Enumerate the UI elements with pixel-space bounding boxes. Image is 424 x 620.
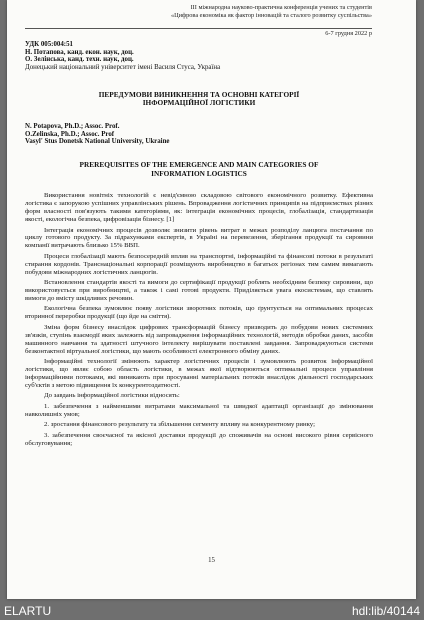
paragraph: До завдань інформаційної логістики відносять: xyxy=(44,392,180,400)
article-body xyxy=(25,192,373,447)
affiliation: Донецький національний університет імені Василя Стуса, Україна xyxy=(25,64,221,72)
paragraph: Процеси глобалізації мають безпосередній вплив на транспортні, інформаційні та фінансові потоки в результаті стирання кордонів. Транснаціональні корпорації розміщують виробництво в багатьох регіонах тим самим вимагають побудови міжнародних логістичних ланцюгів. xyxy=(25,252,373,276)
conference-date: 6-7 грудня 2022 р xyxy=(325,30,372,37)
author-name: N. Potapova, Ph.D.; Assoc. Prof. xyxy=(25,123,120,130)
header-divider xyxy=(25,28,372,29)
affiliation: Vasyl' Stus Donetsk National University, Ukraine xyxy=(25,138,170,146)
page-number: 15 xyxy=(208,557,215,564)
paragraph: Екологічна безпека зумовлює появу логістики зворотних потоків, що ґрунтується на оптимальних процесах вторинної переробки продукції (що йде на сміття). xyxy=(25,305,373,321)
conference-header-line: «Цифрова економіка як фактор інновацій та сталого розвитку суспільства» xyxy=(170,11,372,19)
article-meta-en xyxy=(25,123,373,146)
article-meta-ua xyxy=(25,41,373,72)
paragraph: Інформаційні технології змінюють характер логістичних процесів і зумовлюють розвиток інформаційної логістики, що являє собою область логістики, в межах якої відтворюються оптимальні процеси управління інформаційними потоками, які виникають при просуванні матеріальних потоків внаслідок діяльності господарських суб'єктів з метою підвищення їх конкурентоздатності. xyxy=(25,358,373,389)
title-line: INFORMATION LOGISTICS xyxy=(151,168,247,178)
paragraph: Зміна форм бізнесу внаслідок цифрових трансформацій бізнесу призводить до побудови нових системних зв'язків, ступінь взаємодії яких залежить від запровадження інформаційних технологій, методів обробки даних, засобів машинного навчання та здатності штучного інтелекту вирішувати поставлені завдання. Запроваджуються системи безконтактної віртуальної логістики, що мають особливості електронного обміну даних. xyxy=(25,323,373,355)
title-line: ІНФОРМАЦІЙНОЇ ЛОГІСТИКИ xyxy=(142,98,256,108)
title-line: PREREQUISITES OF THE EMERGENCE AND MAIN CATEGORIES OF xyxy=(79,160,319,170)
article-title-en xyxy=(25,161,373,178)
list-item: 3. забезпечення своєчасної та якісної доставки продукції до споживачів на основі високого рівня сервісного обслуговування; xyxy=(25,431,373,447)
conference-header-line: ІІІ міжнародна науково-практична конференція учених та студентів xyxy=(190,4,372,11)
paragraph: Використання новітніх технологій є невід'ємною складовою світового економічного розвитку. Ефективна логістика є запорукою успішних управлінських рішень. Впровадження логістичних принципів на підприємствах різних форм власності пов'язують такими категоріями, як: інтеграція економічних процесів, глобалізація, стандартизація якості, екологічна безпека, цифровізація бізнесу. [1] xyxy=(25,192,373,224)
article-title-ua xyxy=(25,91,373,108)
author-name: O.Zelinska, Ph.D.; Assoc. Prof xyxy=(25,130,115,138)
paragraph: Встановлення стандартів якості та вимоги до сертифікації продукції роблять необхідним безпеку сировини, що використовується при виробництві, а також і самі готові продукти. Приділяється увага екосистемам, що ставлять вимоги до вмісту шкідливих речовин. xyxy=(25,279,373,302)
document-page xyxy=(7,0,416,599)
paragraph: Інтеграція економічних процесів дозволяє знизити рівень витрат в межах розподілу ланцюга постачання по циклу готового продукту. За підрахунками експертів, в Україні на перевезення, зберігання продукції та сировини компанії витрачають близько 15% ВВП. xyxy=(25,226,373,250)
udc-code: УДК 005:004:51 xyxy=(25,41,73,48)
title-line: ПЕРЕДУМОВИ ВИНИКНЕННЯ ТА ОСНОВНІ КАТЕГОРІЇ xyxy=(98,89,300,99)
handle-label: hdl:lib/40144 xyxy=(351,604,420,618)
repository-label: ELARTU xyxy=(4,604,52,618)
conference-header xyxy=(72,4,372,19)
author-name: Н. Потапова, канд. екон. наук, доц. xyxy=(25,48,134,56)
article-content xyxy=(25,41,373,450)
list-item: 2. зростання фінансового результату та збільшення сегменту впливу на конкурентному ринку; xyxy=(44,421,315,429)
author-name: О. Зелінська, канд. техн. наук, доц. xyxy=(25,56,134,64)
list-item: 1. забезпечення з найменшими витратами максимальної та швидкої адаптації організації до змінювання навколишніх умов; xyxy=(25,402,373,418)
